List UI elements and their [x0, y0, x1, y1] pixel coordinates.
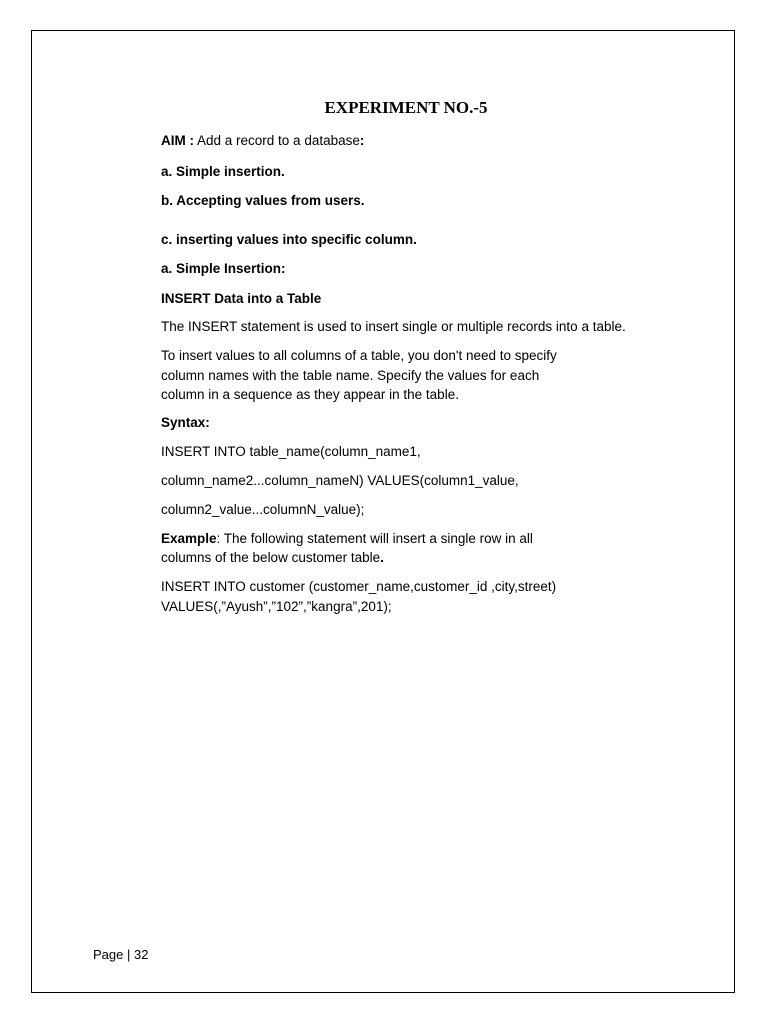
example-text-2: columns of the below customer table: [161, 550, 381, 565]
heading-insert-data: INSERT Data into a Table: [161, 291, 322, 306]
example-text-2-end: .: [380, 550, 384, 565]
page-title: EXPERIMENT NO.-5: [324, 98, 488, 117]
aim-colon: :: [359, 133, 365, 148]
example-label: Example: [161, 531, 217, 546]
example-code-line-2: VALUES(,”Ayush”,”102”,”kangra”,201);: [161, 599, 392, 614]
example-line-1: [161, 529, 533, 548]
subheading-simple-insertion: a. Simple Insertion:: [161, 261, 286, 276]
aim-label: AIM :: [161, 133, 194, 148]
syntax-line-1: INSERT INTO table_name(column_name1,: [161, 444, 421, 459]
para-line-3: column in a sequence as they appear in the table.: [161, 387, 459, 402]
example-text-1: : The following statement will insert a single row in all: [216, 531, 533, 546]
item-b: b. Accepting values from users.: [161, 193, 365, 208]
aim-text: Add a record to a database: [194, 133, 360, 148]
para-line-1: To insert values to all columns of a table, you don't need to specify: [161, 348, 557, 363]
syntax-line-2: column_name2...column_nameN) VALUES(column1_value,: [161, 473, 519, 488]
para-line-2: column names with the table name. Specify the values for each: [161, 368, 540, 383]
aim-line: [161, 131, 364, 150]
page-number: Page | 32: [93, 947, 149, 962]
example-line-2: [161, 548, 384, 567]
syntax-label: Syntax:: [161, 415, 210, 430]
syntax-line-3: column2_value...columnN_value);: [161, 502, 365, 517]
intro-paragraph: The INSERT statement is used to insert single or multiple records into a table.: [161, 319, 626, 334]
item-c: c. inserting values into specific column.: [161, 232, 417, 247]
example-code-line-1: INSERT INTO customer (customer_name,customer_id ,city,street): [161, 579, 557, 594]
page-border: [31, 30, 735, 993]
item-a: a. Simple insertion.: [161, 164, 285, 179]
